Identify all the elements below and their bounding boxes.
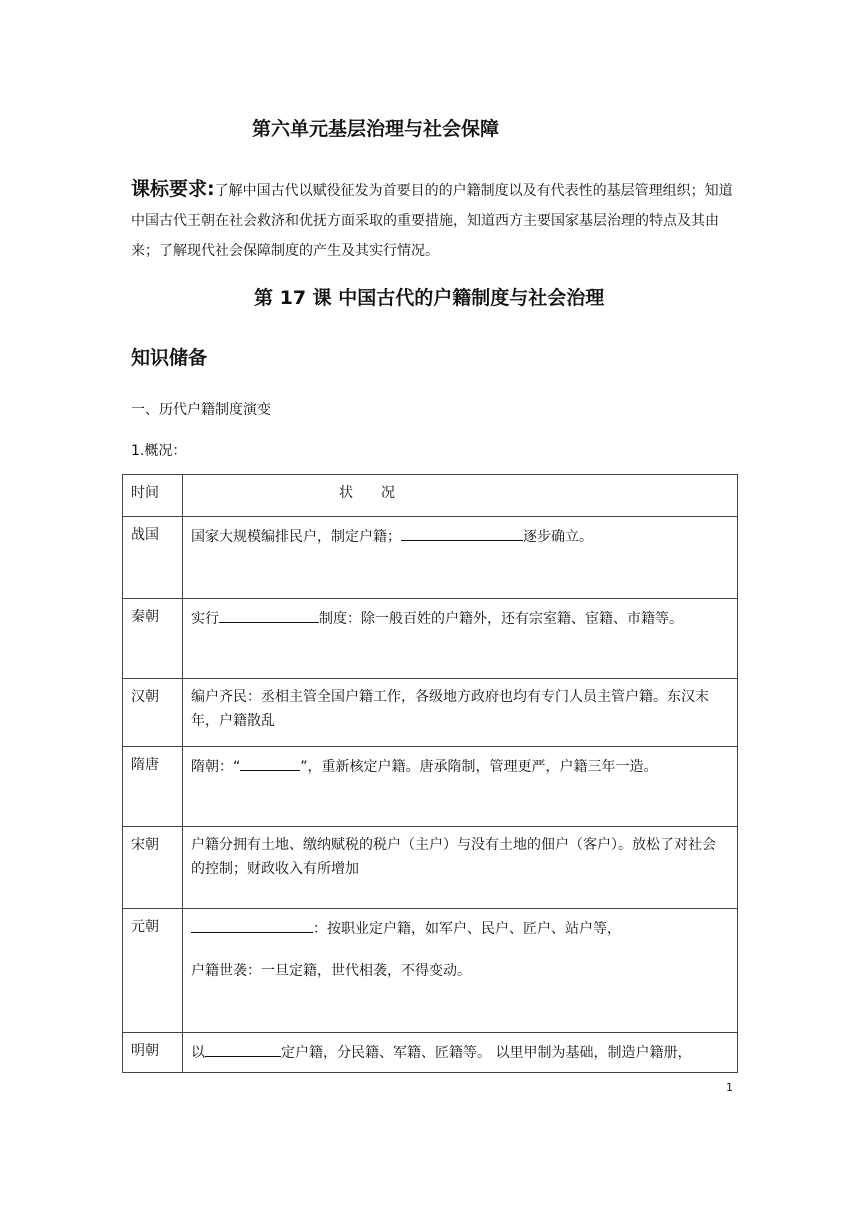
fill-in-blank[interactable]	[240, 753, 300, 771]
row-period: 汉朝	[123, 679, 183, 747]
row-period: 秦朝	[123, 599, 183, 679]
subsection-title: 一、历代户籍制度演变	[131, 402, 271, 418]
row-period: 隋唐	[123, 747, 183, 827]
table-row	[123, 1033, 738, 1073]
section-title: 知识储备	[131, 347, 208, 369]
table-row	[123, 599, 738, 679]
fill-in-blank[interactable]	[191, 915, 313, 933]
row-content: 户籍分拥有土地、缴纳赋税的税户（主户）与没有土地的佃户（客户）。放松了对社会的控制；财政收入有所增加	[183, 827, 738, 909]
row-period: 明朝	[123, 1033, 183, 1073]
table-row	[123, 747, 738, 827]
unit-title: 第六单元基层治理与社会保障	[252, 118, 500, 140]
row-content: 隋朝：“ ”，重新核定户籍。唐承隋制，管理更严，户籍三年一造。	[183, 747, 738, 827]
row-content: 以 定户籍，分民籍、军籍、匠籍等。 以里甲制为基础，制造户籍册，	[183, 1033, 738, 1073]
header-time: 时间	[123, 475, 183, 517]
lesson-title: 第 17 课 中国古代的户籍制度与社会治理	[254, 287, 605, 309]
row-period: 宋朝	[123, 827, 183, 909]
fill-in-blank[interactable]	[205, 1039, 281, 1057]
row-content: 编户齐民：丞相主管全国户籍工作，各级地方政府也均有专门人员主管户籍。东汉末年，户籍散乱	[183, 679, 738, 747]
fill-in-blank[interactable]	[401, 523, 523, 541]
table-row	[123, 827, 738, 909]
table-header-row	[123, 475, 738, 517]
header-status: 状 况	[183, 475, 738, 517]
page-number: 1	[726, 1081, 733, 1094]
household-registration-table	[122, 474, 738, 1073]
overview-label: 1.概况：	[131, 443, 187, 459]
row-content: ：按职业定户籍，如军户、民户、匠户、站户等， 户籍世袭：一旦定籍，世代相袭，不得变动。	[183, 909, 738, 1033]
requirements-label: 课标要求:	[131, 178, 215, 200]
table-row	[123, 517, 738, 599]
table-row	[123, 679, 738, 747]
row-content: 实行 制度：除一般百姓的户籍外，还有宗室籍、宦籍、市籍等。	[183, 599, 738, 679]
row-period: 元朝	[123, 909, 183, 1033]
fill-in-blank[interactable]	[219, 605, 319, 623]
row-content: 国家大规模编排民户，制定户籍； 逐步确立。	[183, 517, 738, 599]
curriculum-requirements	[131, 174, 736, 266]
row-period: 战国	[123, 517, 183, 599]
requirements-text: 了解中国古代以赋役征发为首要目的的户籍制度以及有代表性的基层管理组织；知道中国古代王朝在社会救济和优抚方面采取的重要措施，知道西方主要国家基层治理的特点及其由来；了解现代社会保障制度的产生及其实行情况。	[131, 183, 733, 259]
table-row	[123, 909, 738, 1033]
